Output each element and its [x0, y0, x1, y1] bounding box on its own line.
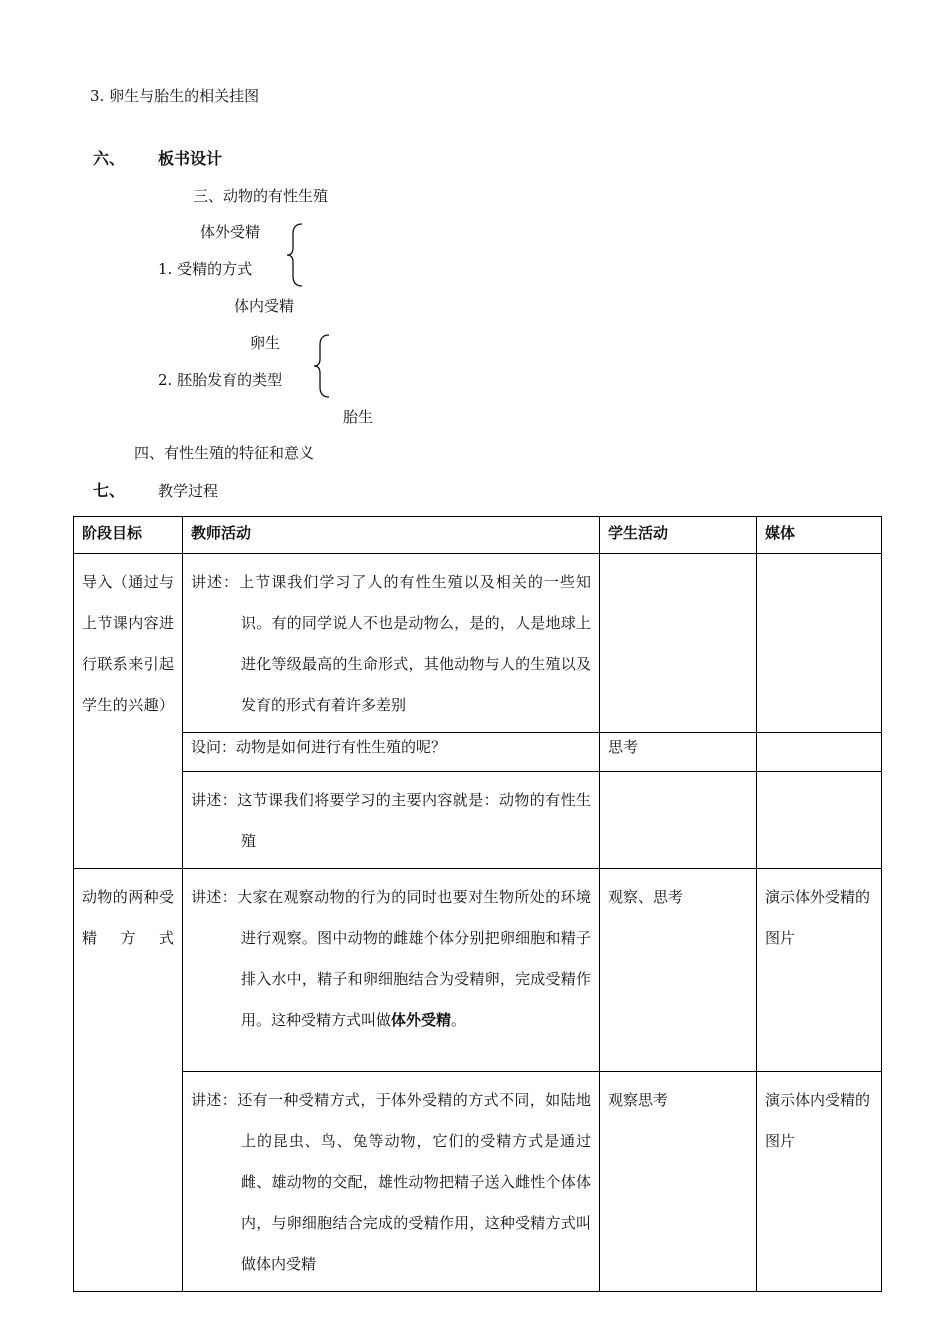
teacher-activity: 讲述：还有一种受精方式，于体外受精的方式不同，如陆地上的昆虫、鸟、兔等动物，它们的受精方式是通过雌、雄动物的交配，雄性动物把精子送入雌性个体体内，与卵细胞结合完成的受精作用，这种受精方式叫做体内受精 — [183, 1072, 600, 1292]
teacher-activity: 讲述：大家在观察动物的行为的同时也要对生物所处的环境进行观察。图中动物的雌雄个体分别把卵细胞和精子排入水中，精子和卵细胞结合为受精卵，完成受精作用。这种受精方式叫做体外受精。 — [183, 869, 600, 1072]
media-cell: 演示体外受精的图片 — [757, 869, 882, 1072]
brace-icon — [284, 222, 306, 288]
board-item-2: 2. 胚胎发育的类型 — [158, 371, 283, 389]
teacher-activity: 讲述：这节课我们将要学习的主要内容就是：动物的有性生殖 — [183, 772, 600, 869]
table-row — [74, 554, 882, 733]
stage-intro: 导入（通过与上节课内容进行联系来引起学生的兴趣） — [74, 554, 183, 869]
header-media: 媒体 — [757, 517, 882, 554]
teaching-process-table — [73, 516, 882, 1292]
student-activity — [600, 772, 757, 869]
table-row — [74, 1072, 882, 1292]
brace-icon — [311, 333, 333, 399]
board-oviparity: 卵生 — [250, 334, 281, 352]
header-teacher: 教师活动 — [183, 517, 600, 554]
section-6-title: 板书设计 — [158, 149, 223, 168]
teacher-activity: 设问：动物是如何进行有性生殖的呢？ — [183, 733, 600, 772]
materials-item-3: 3. 卵生与胎生的相关挂图 — [90, 87, 260, 105]
student-activity — [600, 554, 757, 733]
board-item-1: 1. 受精的方式 — [158, 260, 253, 278]
media-cell: 演示体内受精的图片 — [757, 1072, 882, 1292]
section-7-number: 七、 — [93, 481, 126, 500]
board-heading-4: 四、有性生殖的特征和意义 — [134, 444, 315, 462]
board-external-fertilization: 体外受精 — [200, 223, 261, 241]
table-row — [74, 733, 882, 772]
board-heading-3: 三、动物的有性生殖 — [193, 187, 329, 205]
table-header-row — [74, 517, 882, 554]
board-internal-fertilization: 体内受精 — [234, 297, 295, 315]
board-viviparity: 胎生 — [343, 408, 374, 426]
emphasis-external-fertilization: 体外受精 — [391, 1011, 452, 1029]
header-student: 学生活动 — [600, 517, 757, 554]
table-row — [74, 772, 882, 869]
media-cell — [757, 554, 882, 733]
section-7-title: 教学过程 — [158, 482, 219, 500]
media-cell — [757, 733, 882, 772]
student-activity: 观察思考 — [600, 1072, 757, 1292]
table-row — [74, 869, 882, 1072]
stage-fertilization: 动物的两种受精方式 — [74, 869, 183, 1292]
section-6-number: 六、 — [93, 149, 126, 168]
teacher-activity: 讲述：上节课我们学习了人的有性生殖以及相关的一些知识。有的同学说人不也是动物么，是的，人是地球上进化等级最高的生命形式，其他动物与人的生殖以及发育的形式有着许多差别 — [183, 554, 600, 733]
student-activity: 观察、思考 — [600, 869, 757, 1072]
header-stage: 阶段目标 — [74, 517, 183, 554]
student-activity: 思考 — [600, 733, 757, 772]
media-cell — [757, 772, 882, 869]
